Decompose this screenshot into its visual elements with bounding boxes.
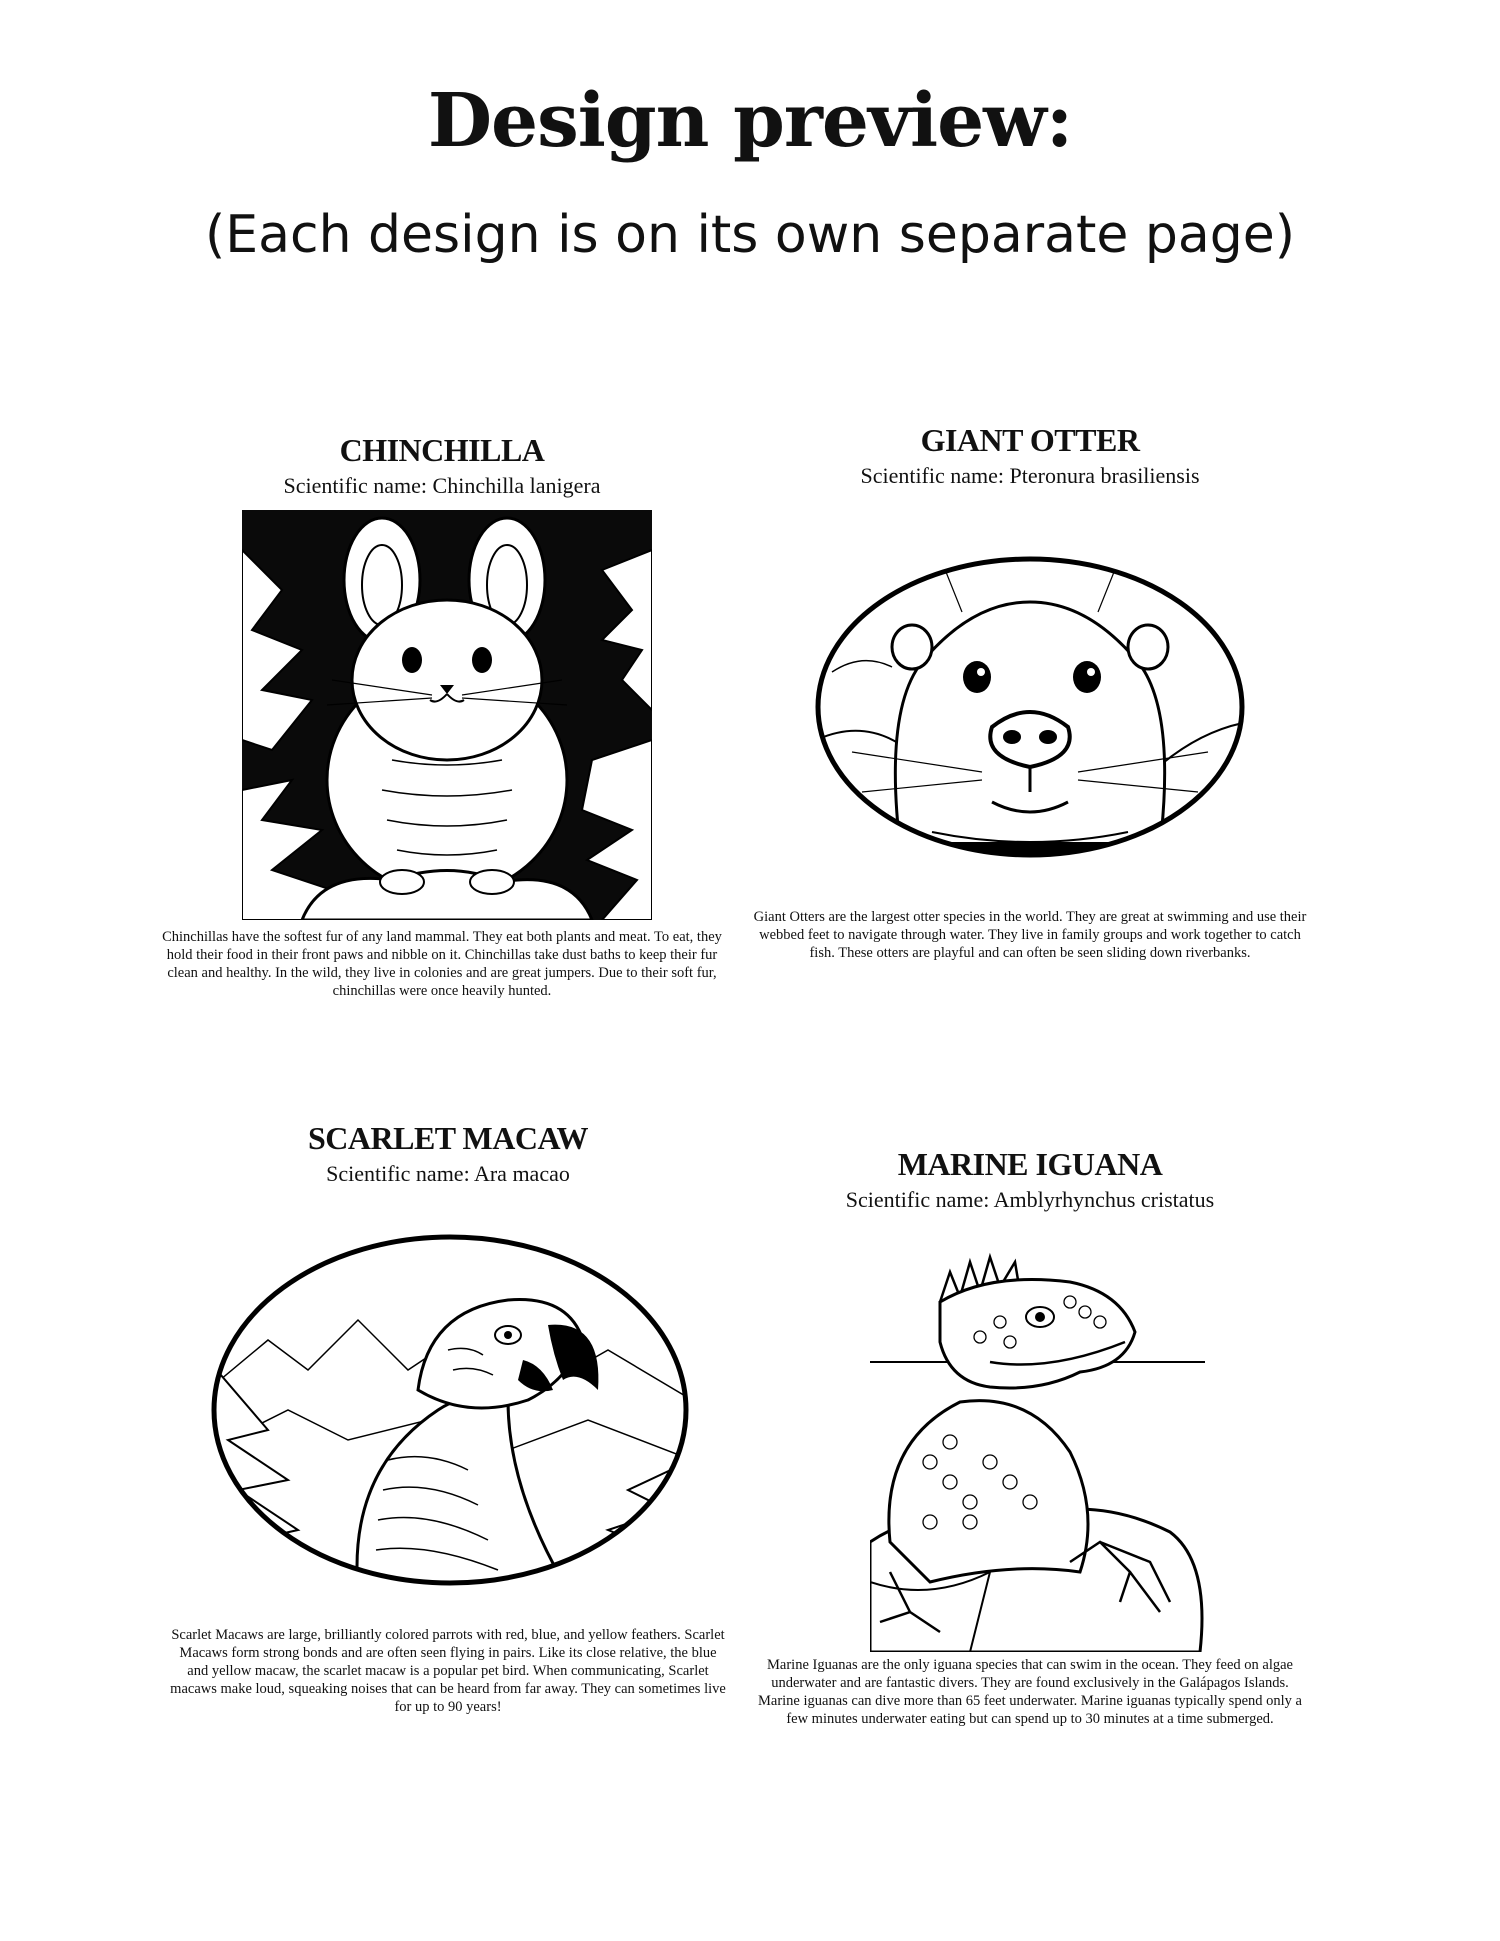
card-description: Chinchillas have the softest fur of any land mammal. They eat both plants and meat. To eat, they hold their food in their front paws and nibble on it. Chinchillas take dust baths to keep their fur clean and healthy. In the wild, they live in colonies and are great jumpers. Due to their soft fur, chinchillas were once heavily hunted. xyxy=(162,929,722,999)
scientific-name: Scientific name: Pteronura brasiliensis xyxy=(860,463,1200,488)
card-title: SCARLET MACAW xyxy=(307,1120,589,1156)
scientific-name: Scientific name: Chinchilla lanigera xyxy=(283,473,601,498)
page-subtitle: (Each design is on its own separate page) xyxy=(204,205,1296,265)
scientific-name: Scientific name: Ara macao xyxy=(326,1161,570,1186)
card-title: MARINE IGUANA xyxy=(897,1146,1163,1182)
card-scarlet-macaw xyxy=(168,1120,728,1740)
card-marine-iguana xyxy=(750,1146,1310,1746)
giant-otter-illustration xyxy=(812,552,1248,862)
card-title: CHINCHILLA xyxy=(339,432,545,468)
card-chinchilla xyxy=(162,432,722,1012)
card-description: Scarlet Macaws are large, brilliantly colored parrots with red, blue, and yellow feathers. Scarlet Macaws form strong bonds and are often seen flying in pairs. Like its close relative, the blue and yellow macaw, the scarlet macaw is a popular pet bird. When communicating, Scarlet macaws make loud, squeaking noises that can be heard from far away. They can sometimes live for up to 90 years! xyxy=(170,1627,726,1715)
card-description: Marine Iguanas are the only iguana species that can swim in the ocean. They feed on algae underwater and are fantastic divers. They are found exclusively in the Galápagos Islands. Marine iguanas can dive more than 65 feet underwater. Marine iguanas typically spend only a few minutes underwater eating but can spend up to 30 minutes at a time submerged. xyxy=(758,1657,1302,1727)
scarlet-macaw-illustration xyxy=(208,1230,692,1590)
page-title: Design preview: xyxy=(427,78,1073,164)
card-description: Giant Otters are the largest otter species in the world. They are great at swimming and use their webbed feet to navigate through water. They live in family groups and work together to catch fish. These otters are playful and can often be seen sliding down riverbanks. xyxy=(753,909,1307,961)
card-giant-otter xyxy=(750,422,1310,1002)
chinchilla-illustration xyxy=(242,510,652,920)
scientific-name: Scientific name: Amblyrhynchus cristatus xyxy=(845,1187,1215,1212)
card-title: GIANT OTTER xyxy=(920,422,1140,458)
marine-iguana-illustration xyxy=(870,1242,1210,1652)
